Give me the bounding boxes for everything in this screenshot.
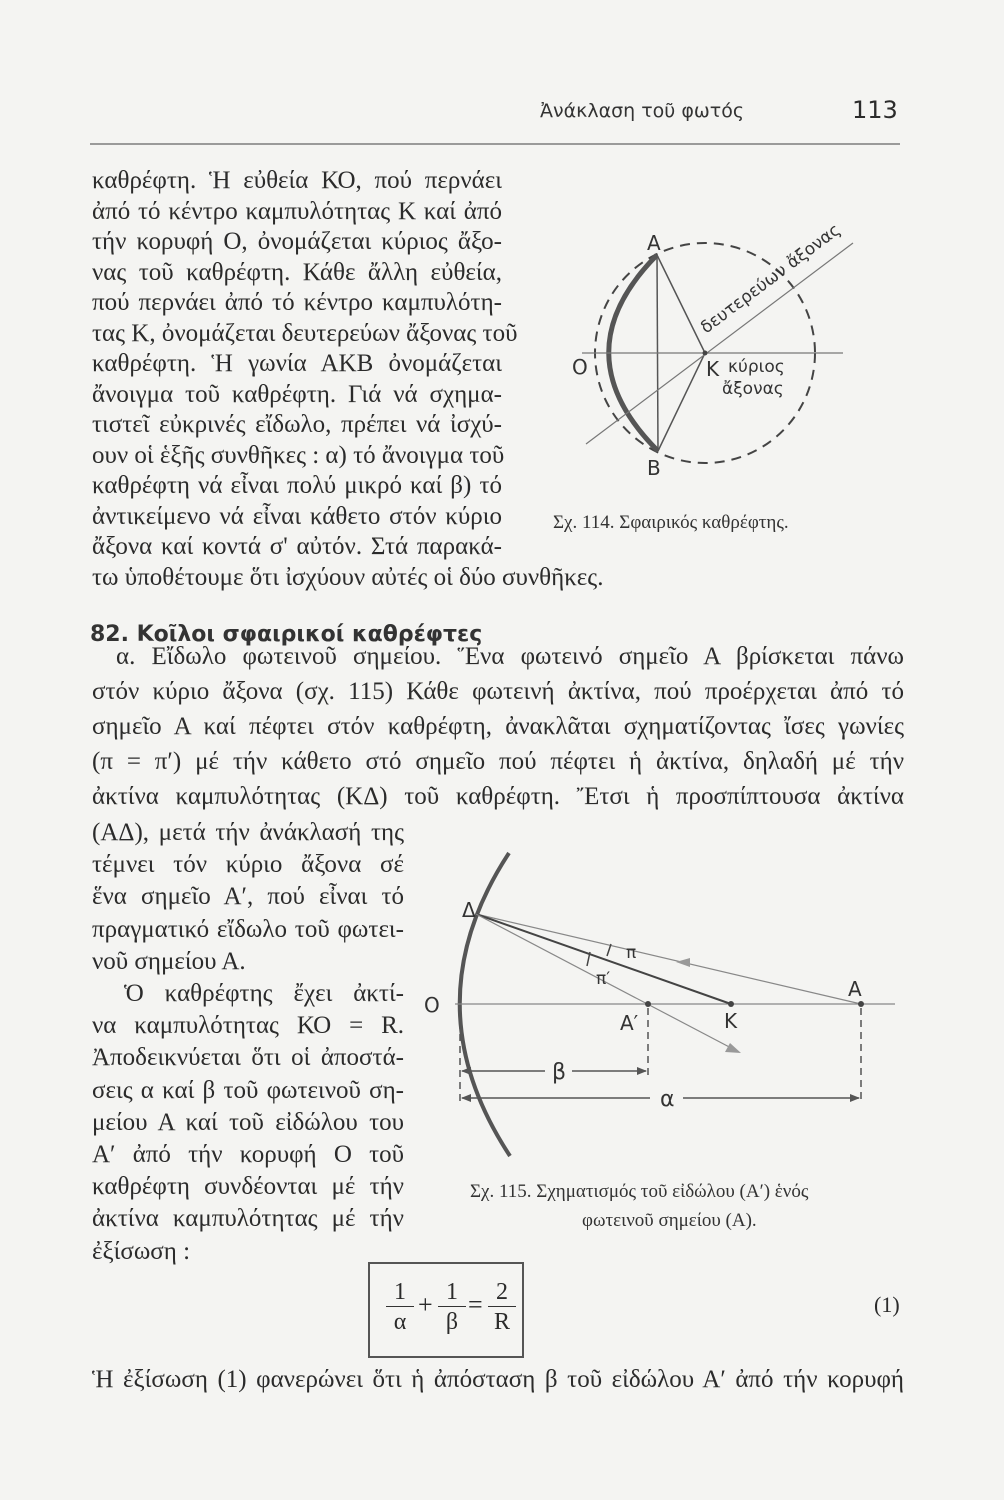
text-line: να καμπυλότητας ΚΟ = R. [92,1012,404,1040]
label-pi-prime: π′ [596,969,611,989]
text-line: τέμνει τόν κύριο ἄξονα σέ [92,851,404,879]
equals-sign: = [468,1290,483,1319]
text-line: Α′ ἀπό τήν κορυφή Ο τοῦ [92,1141,404,1168]
numerator: 1 [386,1278,414,1307]
text-line: τήν κορυφή Ο, ὀνομάζεται κύριος ἄξο- [92,228,502,255]
label-K: Κ [706,357,720,381]
denominator: α [393,1309,407,1335]
label-secondary-axis: δευτερεύων ἄξονας [696,219,845,338]
label-K: Κ [724,1009,738,1033]
radius-KA [657,255,705,353]
fraction-1-over-beta [438,1278,466,1337]
denominator: β [445,1309,459,1335]
arrowhead-icon [461,1067,471,1075]
text-line: Ὁ καθρέφτης ἔχει ἀκτί- [124,980,404,1007]
text-line: σεις α καί β τοῦ φωτεινοῦ ση- [92,1076,404,1104]
text-line: στόν κύριο ἄξονα (σχ. 115) Κάθε φωτεινή ἀκτίνα, πού προέρχεται ἀπό τό [92,678,904,705]
text-line: ἄνοιγμα τοῦ καθρέφτη. Γιά νά σχημα- [92,380,502,408]
radius-KB [658,353,705,451]
incident-ray-arrow-icon [676,958,690,967]
label-pi: π [626,943,637,963]
text-line: ἀκτίνα καμπυλότητας μέ τήν [92,1205,404,1233]
text-line: α. Εἴδωλο φωτεινοῦ σημείου. Ἕνα φωτεινό σημεῖο Α βρίσκεται πάνω [116,643,904,670]
text-line: ἀπό τό κέντρο καμπυλότητας Κ καί ἀπό [92,197,502,225]
page-number: 113 [852,96,898,124]
source-point-A [858,1001,864,1007]
secondary-axis [586,243,853,444]
text-line: τας Κ, ὀνομάζεται δευτερεύων ἄξονας τοῦ [92,319,518,347]
plus-sign: + [418,1290,433,1319]
label-A: Α [848,977,862,1001]
text-line: μείου Α καί τοῦ εἰδώλου του [92,1108,404,1136]
label-main-axis-1: κύριος [728,357,785,377]
text-line: ἄξονα καί κοντά σ' αὐτόν. Στά παρακά- [92,533,502,560]
figure-115-caption-line-1: Σχ. 115. Σχηματισμός τοῦ εἰδώλου (Α′) ἑνός [470,1181,809,1202]
text-line: νας τοῦ καθρέφτη. Κάθε ἄλλη εὐθεία, [92,258,502,286]
text-line: (ΑΔ), μετά τήν ἀνάκλασή της [92,819,404,846]
text-line: καθρέφτη. Ἡ εὐθεία ΚΟ, πού περνάει [92,167,502,194]
running-title: Ἀνάκλαση τοῦ φωτός [540,100,744,122]
text-line: πραγματικό εἴδωλο τοῦ φωτει- [92,915,404,943]
text-line: ουν οἱ ἑξῆς συνθῆκες : α) τό ἄνοιγμα τοῦ [92,441,505,469]
arrowhead-icon [461,1094,471,1102]
equation-number: (1) [874,1292,900,1317]
label-alpha: α [660,1087,675,1112]
figure-115-image-formation [424,853,895,1156]
center-K-point [703,351,708,356]
reflected-ray-arrow-icon [725,1043,741,1053]
figure-114-caption: Σχ. 114. Σφαιρικός καθρέφτης. [553,512,789,533]
text-line: καθρέφτη. Ἡ γωνία ΑΚΒ ὀνομάζεται [92,350,502,377]
text-line: τιστεῖ εὐκρινές εἴδωλο, πρέπει νά ἰσχύ- [92,411,502,438]
fraction-2-over-R [488,1278,516,1337]
center-point-K [728,1001,734,1007]
figure-115-caption-line-2: φωτεινοῦ σημείου (Α). [582,1210,757,1231]
image-point-A-prime [645,1001,651,1007]
text-line: Ἀποδεικνύεται ὅτι οἱ ἀποστά- [92,1044,404,1072]
numerator: 2 [488,1278,516,1307]
label-A: Α [647,231,661,255]
arrowhead-icon [850,1094,860,1102]
label-D: Δ [462,898,476,922]
text-line: καθρέφτη συνδέονται μέ τήν [92,1173,404,1201]
closing-line: Ἡ ἐξίσωση (1) φανερώνει ὅτι ἡ ἀπόσταση β τοῦ εἰδώλου Α′ ἀπό τήν κορυφή [92,1366,904,1393]
denominator: R [493,1309,510,1335]
numerator: 1 [438,1278,466,1307]
text-line: νοῦ σημείου Α. [92,947,246,975]
text-line: πού περνάει ἀπό τό κέντρο καμπυλότη- [92,289,502,316]
fraction-1-over-alpha [386,1278,414,1337]
arrowhead-icon [637,1067,647,1075]
text-line: (π = π′) μέ τήν κάθετο στό σημεῖο πού πέφτει ἡ ἀκτίνα, δηλαδή μέ τήν [92,748,904,775]
text-line: σημεῖο Α καί πέφτει στόν καθρέφτη, ἀνακλᾶται σχηματίζοντας ἴσες γωνίες [92,713,904,740]
label-O: Ο [572,355,588,379]
mirror-equation-box [368,1262,524,1358]
label-A-prime: Α′ [620,1011,639,1035]
figure-114-spherical-mirror [572,220,853,480]
text-line: ἐξίσωση : [92,1237,191,1265]
incident-ray-AD [476,914,861,1004]
radius-KD [476,914,731,1004]
text-line: τω ὑποθέτουμε ὅτι ἰσχύουν αὐτές οἱ δύο συνθῆκες. [92,563,604,591]
label-O: Ο [424,993,440,1017]
section-heading: 82. Κοῖλοι σφαιρικοί καθρέφτες [90,622,483,647]
text-line: καθρέφτη νά εἶναι πολύ μικρό καί β) τό [92,472,502,499]
text-line: ἕνα σημεῖο Α′, πού εἶναι τό [92,883,404,911]
label-B: Β [647,456,661,480]
label-beta: β [552,1060,567,1085]
label-main-axis-2: ἄξονας [722,379,784,399]
text-line: ἀκτίνα καμπυλότητας (ΚΔ) τοῦ καθρέφτη. Ἔτσι ἡ προσπίπτουσα ἀκτίνα [92,783,904,810]
text-line: ἀντικείμενο νά εἶναι κάθετο στόν κύριο [92,502,502,530]
